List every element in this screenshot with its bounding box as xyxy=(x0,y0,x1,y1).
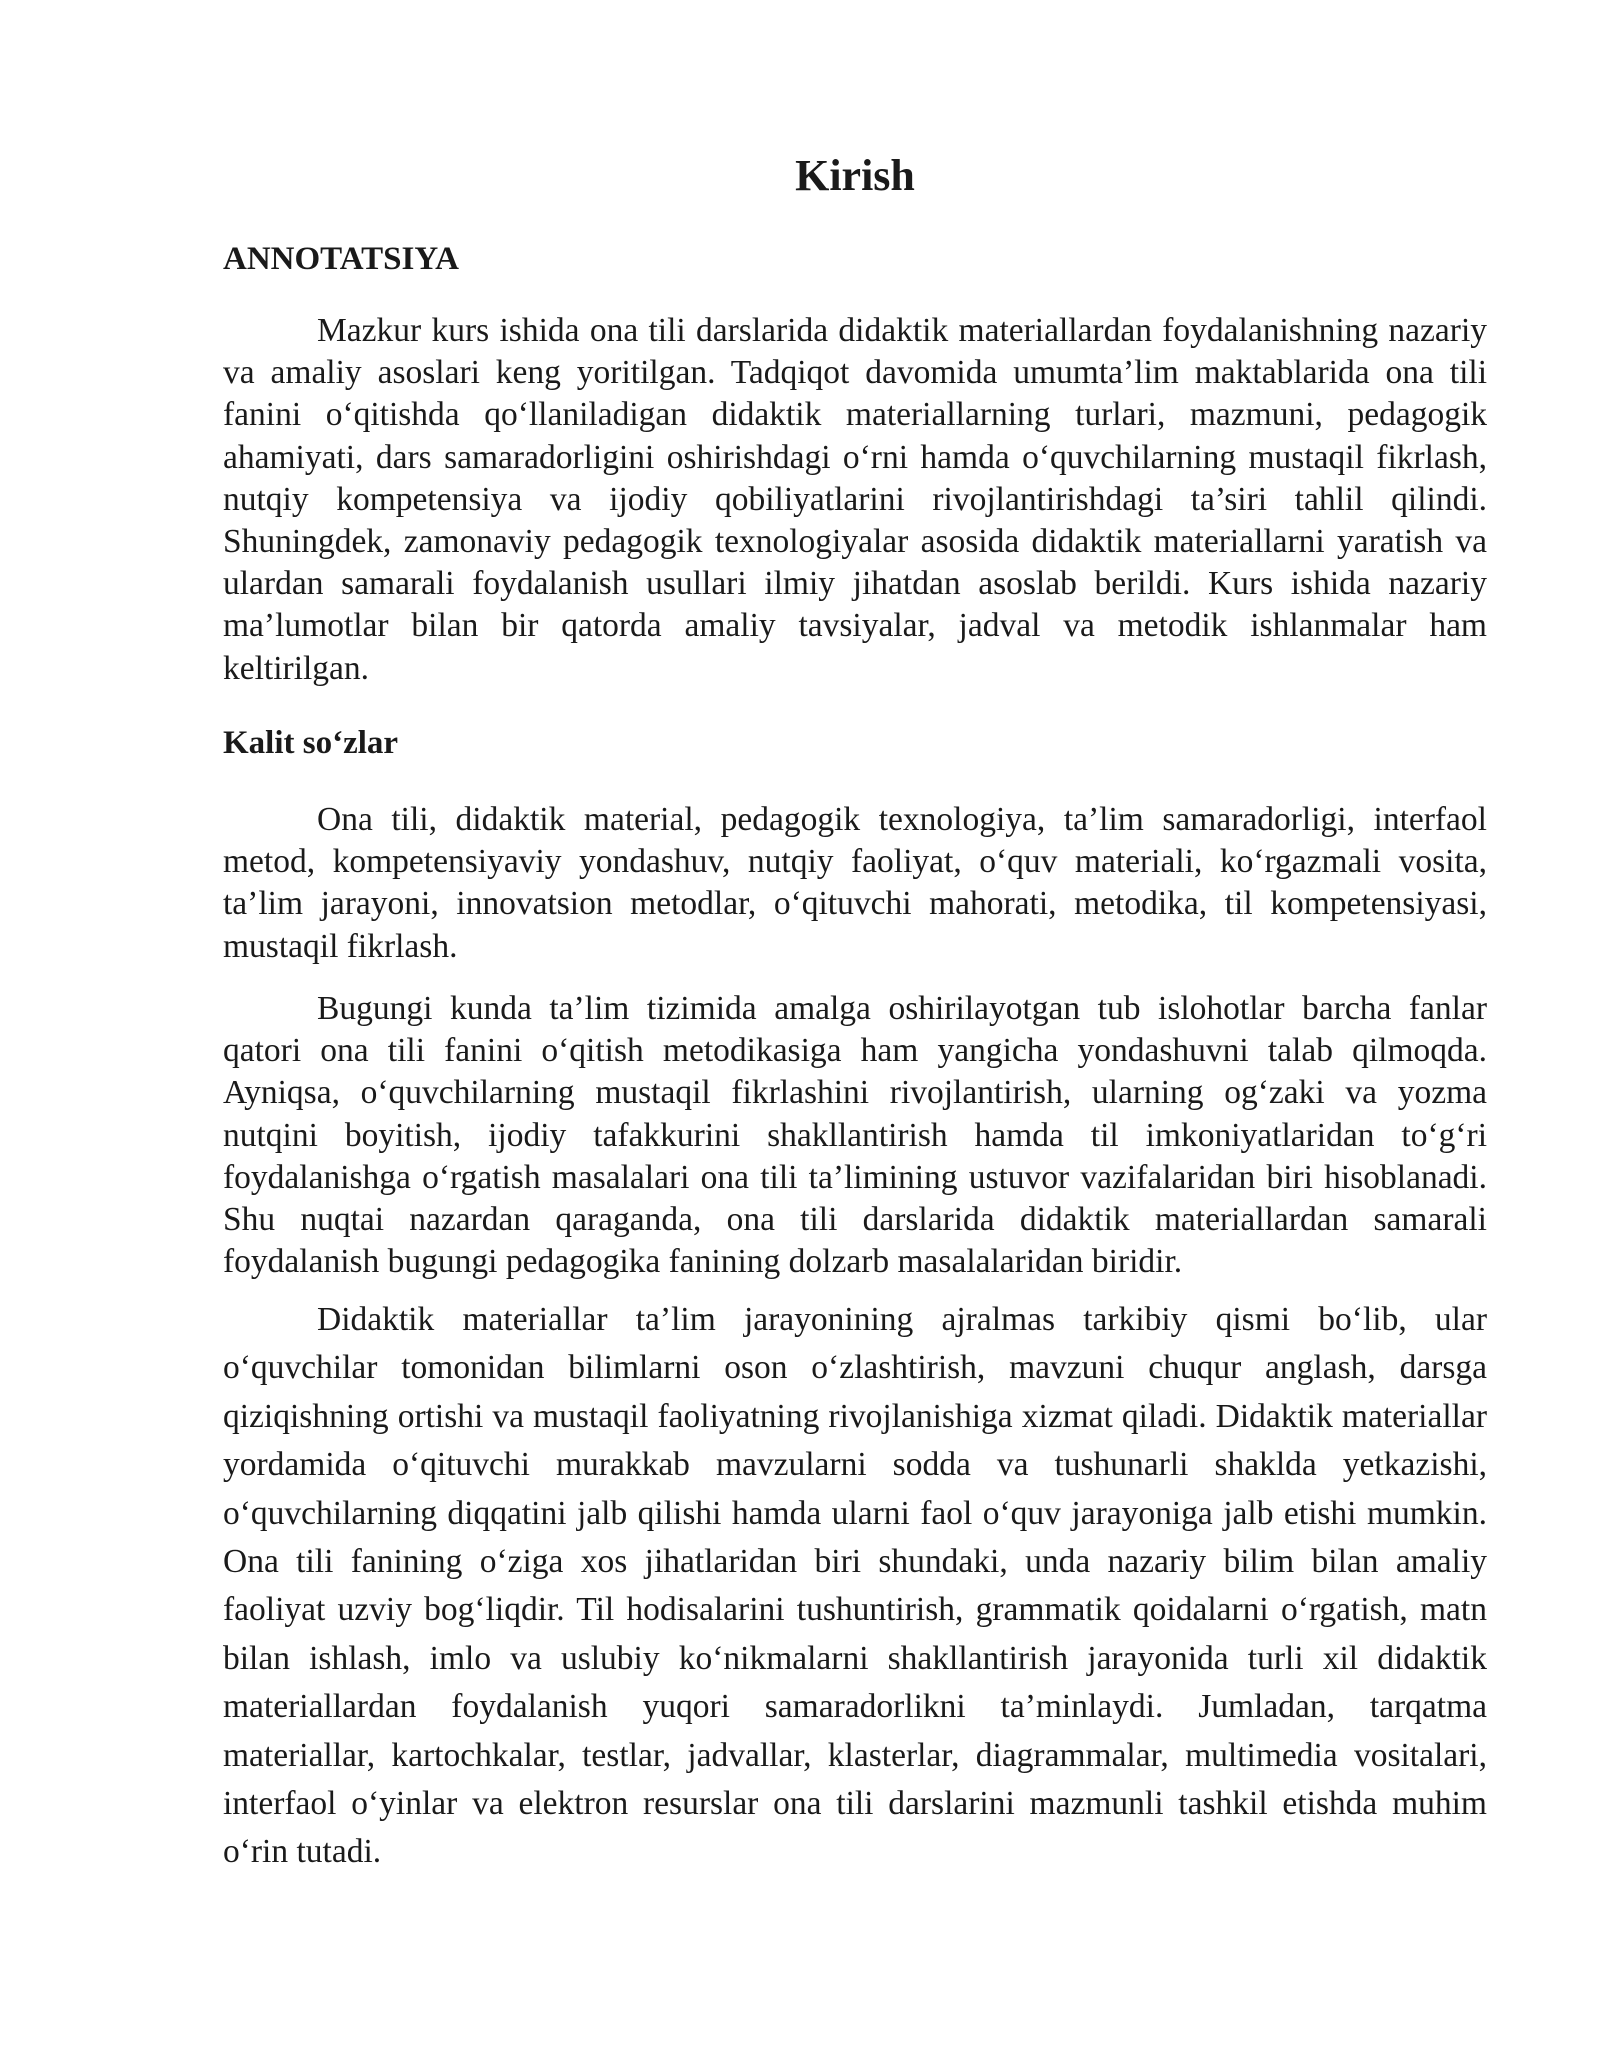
annotation-paragraph: Mazkur kurs ishida ona tili darslarida didaktik materiallardan foydalanishning nazariy va amaliy asoslari keng yoritilgan. Tadqiqot davomida umumta’lim maktablarida ona tili fanini o‘qitishda qo‘llaniladigan didaktik materiallarning turlari, mazmuni, pedagogik ahamiyati, dars samaradorligini oshirishdagi o‘rni hamda o‘quvchilarning mustaqil fikrlash, nutqiy kompetensiya va ijodiy qobiliyatlarini rivojlantirishdagi ta’siri tahlil qilindi. Shuningdek, zamonaviy pedagogik texnologiyalar asosida didaktik materiallarni yaratish va ulardan samarali foydalanish usullari ilmiy jihatdan asoslab berildi. Kurs ishida nazariy ma’lumotlar bilan bir qatorda amaliy tavsiyalar, jadval va metodik ishlanmalar ham keltirilgan. xyxy=(223,312,1487,687)
keywords-heading: Kalit so‘zlar xyxy=(223,725,399,761)
body-paragraph-1: Bugungi kunda ta’lim tizimida amalga oshirilayotgan tub islohotlar barcha fanlar qatori ona tili fanini o‘qitish metodikasiga ham yangicha yondashuvni talab qilmoqda. Ayniqsa, o‘quvchilarning mustaqil fikrlashini rivojlantirish, ularning og‘zaki va yozma nutqini boyitish, ijodiy tafakkurini shakllantirish hamda til imkoniyatlaridan to‘g‘ri foydalanishga o‘rgatish masalalari ona tili ta’limining ustuvor vazifalaridan biri hisoblanadi. Shu nuqtai nazardan qaraganda, ona tili darslarida didaktik materiallardan samarali foydalanish bugungi pedagogika fanining dolzarb masalalaridan biridir. xyxy=(223,990,1487,1281)
annotation-heading: ANNOTATSIYA xyxy=(223,241,459,277)
page-title: Kirish xyxy=(795,151,915,200)
keywords-paragraph: Ona tili, didaktik material, pedagogik texnologiya, ta’lim samaradorligi, interfaol metod, kompetensiyaviy yondashuv, nutqiy faoliyat, o‘quv materiali, ko‘rgazmali vosita, ta’lim jarayoni, innovatsion metodlar, o‘qituvchi mahorati, metodika, til kompetensiyasi, mustaqil fikrlash. xyxy=(223,801,1487,965)
body-paragraph-2: Didaktik materiallar ta’lim jarayonining ajralmas tarkibiy qismi bo‘lib, ular o‘quvchilar tomonidan bilimlarni oson o‘zlashtirish, mavzuni chuqur anglash, darsga qiziqishning ortishi va mustaqil faoliyatning rivojlanishiga xizmat qiladi. Didaktik materiallar yordamida o‘qituvchi murakkab mavzularni sodda va tushunarli shaklda yetkazishi, o‘quvchilarning diqqatini jalb qilishi hamda ularni faol o‘quv jarayoniga jalb etishi mumkin. Ona tili fanining o‘ziga xos jihatlaridan biri shundaki, unda nazariy bilim bilan amaliy faoliyat uzviy bog‘liqdir. Til hodisalarini tushuntirish, grammatik qoidalarni o‘rgatish, matn bilan ishlash, imlo va uslubiy ko‘nikmalarni shakllantirish jarayonida turli xil didaktik materiallardan foydalanish yuqori samaradorlikni ta’minlaydi. Jumladan, tarqatma materiallar, kartochkalar, testlar, jadvallar, klasterlar, diagrammalar, multimedia vositalari, interfaol o‘yinlar va elektron resurslar ona tili darslarini mazmunli tashkil etishda muhim o‘rin tutadi. xyxy=(223,1301,1487,1871)
